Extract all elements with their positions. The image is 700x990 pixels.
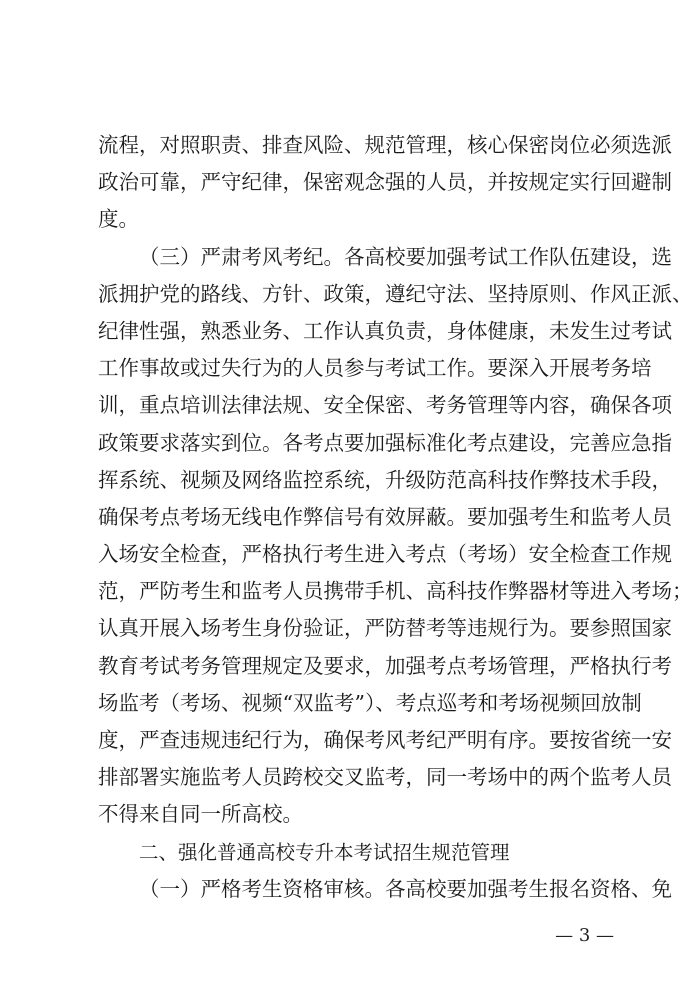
text-line: 工作事故或过失行为的人员参与考试工作。要深入开展考务培 (98, 356, 652, 381)
text-line: 度，严查违规违纪行为，确保考风考纪严明有序。要按省统一安 (98, 728, 672, 752)
text-line: 挥系统、视频及网络监控系统，升级防范高科技作弊技术手段， (98, 467, 672, 492)
page-number: — 3 — (555, 925, 614, 946)
text-line: 政治可靠，严守纪律，保密观念强的人员，并按规定实行回避制 (98, 170, 672, 195)
text-line: 入场安全检查，严格执行考生进入考点（考场）安全检查工作规 (98, 542, 672, 567)
text-line: 排部署实施监考人员跨校交叉监考，同一考场中的两个监考人员 (98, 765, 672, 790)
text-line: 范，严防考生和监考人员携带手机、高科技作弊器材等进入考场； (98, 579, 693, 604)
text-line: 度。 (98, 207, 139, 232)
text-line: 政策要求落实到位。各考点要加强标准化考点建设，完善应急指 (98, 430, 672, 455)
text-line: 训，重点培训法律法规、安全保密、考务管理等内容，确保各项 (98, 393, 672, 418)
text-line: 教育考试考务管理规定及要求，加强考点考场管理，严格执行考 (98, 653, 672, 678)
text-line: 场监考（考场、视频“双监考”）、考点巡考和考场视频回放制 (98, 690, 642, 715)
text-line: 流程，对照职责、排查风险、规范管理，核心保密岗位必须选派 (98, 133, 672, 157)
text-line: 确保考点考场无线电作弊信号有效屏蔽。要加强考生和监考人员 (98, 504, 672, 529)
text-line: 认真开展入场考生身份验证，严防替考等违规行为。要参照国家 (98, 616, 672, 641)
section-heading: 二、强化普通高校专升本考试招生规范管理 (139, 840, 510, 864)
text-line: （三）严肃考风考纪。各高校要加强考试工作队伍建设，选 (139, 244, 672, 269)
body-text (98, 127, 693, 908)
text-line: 派拥护党的路线、方针、政策，遵纪守法、坚持原则、作风正派、 (98, 281, 693, 306)
text-line: （一）严格考生资格审核。各高校要加强考生报名资格、免 (139, 876, 672, 901)
text-line: 不得来自同一所高校。 (98, 802, 303, 827)
text-line: 纪律性强，熟悉业务、工作认真负责，身体健康，未发生过考试 (98, 318, 672, 343)
